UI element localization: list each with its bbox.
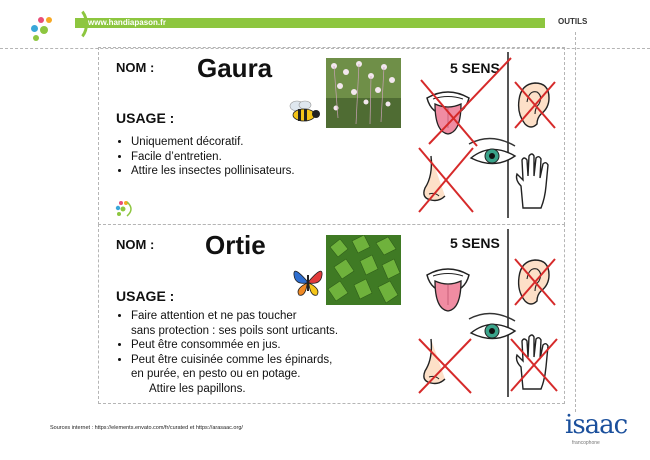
usage-label: USAGE : (116, 288, 175, 304)
usage-list (117, 135, 295, 179)
list-item: • Uniquement décoratif. (131, 135, 295, 150)
isaac-logo-subtitle: francophone (572, 440, 600, 446)
senses-title: 5 SENS (450, 235, 500, 251)
sources-text: Sources internet : https://elements.envato.com/fr/curated et https://arasaac.org/ (50, 425, 243, 431)
bee-icon (287, 100, 323, 124)
usage-label: USAGE : (116, 110, 175, 126)
mouth-icon (421, 261, 475, 315)
mini-logo-icon (115, 200, 133, 218)
plant-photo-gaura (326, 58, 401, 128)
plant-name: Gaura (197, 53, 273, 83)
list-item: Attire les papillons. (149, 382, 246, 395)
nose-icon (417, 335, 473, 395)
butterfly-icon (291, 263, 325, 299)
list-item: sans protection : ses poils sont urticants. (131, 324, 339, 337)
nom-label: NOM : (116, 237, 155, 252)
plant-card-ortie (98, 224, 565, 404)
guide-line (575, 32, 576, 412)
ear-icon (511, 255, 557, 307)
list-item: • Peut être consommée en jus. (131, 338, 411, 353)
plant-photo-ortie (326, 235, 401, 305)
plant-name: Ortie (205, 230, 266, 260)
list-item: • Faire attention et ne pas toucher (131, 309, 411, 324)
list-item: en purée, en pesto ou en potage. (131, 368, 301, 380)
cross-mark-icon (411, 56, 561, 216)
section-label: OUTILS (558, 17, 588, 26)
senses-title: 5 SENS (450, 60, 500, 76)
list-item: • Attire les insectes pollinisateurs. (131, 164, 295, 179)
hand-icon (509, 331, 559, 393)
site-url[interactable]: www.handiapason.fr (88, 18, 166, 27)
list-item: • Facile d’entretien. (131, 150, 295, 165)
plant-card-gaura (98, 47, 565, 225)
isaac-logo: isaac (565, 410, 628, 440)
usage-list (117, 309, 411, 396)
list-item: • Peut être cuisinée comme les épinards, (131, 353, 411, 368)
nom-label: NOM : (116, 60, 155, 75)
